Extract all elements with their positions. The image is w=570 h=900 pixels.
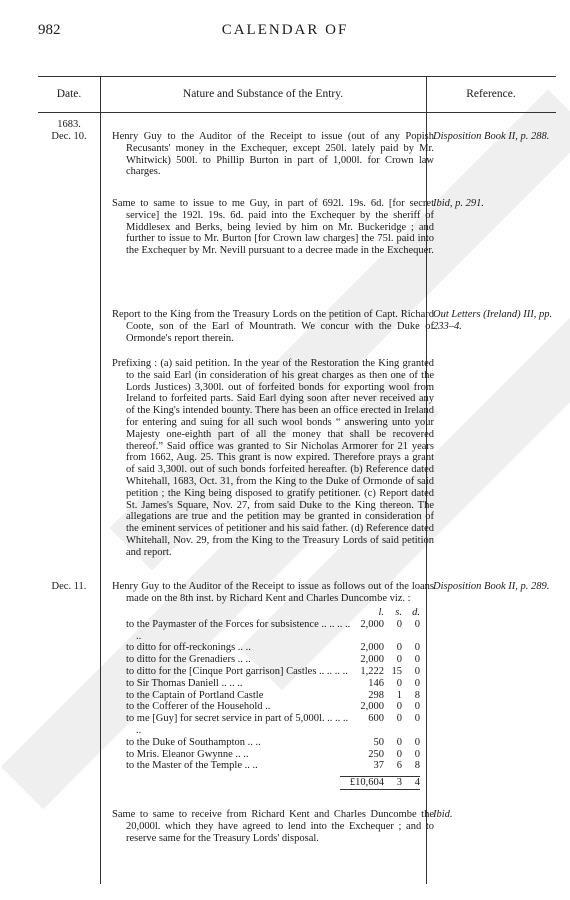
column-divider bbox=[100, 76, 101, 884]
column-header-nature: Nature and Substance of the Entry. bbox=[182, 88, 344, 100]
payment-pence: 0 bbox=[414, 713, 420, 725]
payment-pence: 0 bbox=[414, 654, 420, 666]
payment-description: to the Master of the Temple .. .. bbox=[126, 760, 258, 772]
payment-pence: 0 bbox=[414, 618, 420, 630]
column-header-reference: Reference. bbox=[466, 88, 516, 100]
payment-pence: 0 bbox=[414, 736, 420, 748]
payment-shillings: 0 bbox=[396, 748, 402, 760]
header-bottom-rule bbox=[38, 112, 556, 113]
payment-description: to the Captain of Portland Castle bbox=[126, 689, 264, 701]
reference-text: Ibid. bbox=[433, 809, 453, 820]
payment-pence: 0 bbox=[414, 642, 420, 654]
total-pounds: £10,604 bbox=[349, 777, 384, 789]
total-pence: 4 bbox=[414, 777, 420, 789]
entry-date bbox=[38, 119, 100, 143]
payment-shillings: 6 bbox=[396, 760, 402, 772]
payment-row bbox=[126, 701, 420, 713]
entry-text: Henry Guy to the Auditor of the Receipt to issue as follows out of the loans made on the 8th inst. by Richard Kent and Charles Duncombe viz. : bbox=[112, 581, 434, 604]
payment-row bbox=[126, 666, 420, 678]
shillings-header: s. bbox=[395, 607, 402, 618]
entry-date bbox=[38, 581, 100, 593]
entry-day: Dec. 10. bbox=[51, 130, 87, 142]
payment-pence: 8 bbox=[414, 689, 420, 701]
payment-description: to ditto for the Grenadiers .. .. bbox=[126, 654, 251, 666]
payment-shillings: 0 bbox=[396, 701, 402, 713]
entry-reference bbox=[433, 581, 557, 593]
payment-shillings: 0 bbox=[396, 677, 402, 689]
calendar-table bbox=[38, 76, 556, 884]
payment-pounds: 600 bbox=[368, 713, 384, 725]
payment-shillings: 15 bbox=[391, 665, 402, 677]
reference-text: Disposition Book II, p. 289. bbox=[433, 581, 550, 592]
payment-row bbox=[126, 678, 420, 690]
payment-pounds: 298 bbox=[368, 689, 384, 701]
reference-text: Out Letters (Ireland) III, pp. 233–4. bbox=[433, 309, 553, 332]
payment-list bbox=[126, 607, 420, 790]
page-number: 982 bbox=[38, 22, 61, 38]
payment-description: to ditto for off-reckonings .. .. bbox=[126, 642, 251, 654]
running-head: CALENDAR OF bbox=[221, 22, 349, 38]
payment-shillings: 1 bbox=[396, 689, 402, 701]
total-shillings: 3 bbox=[396, 777, 402, 789]
payment-rows bbox=[126, 619, 420, 772]
payment-pounds: 2,000 bbox=[360, 642, 384, 654]
payment-pounds: 250 bbox=[368, 748, 384, 760]
reference-text: Disposition Book II, p. 288. bbox=[433, 131, 550, 142]
payment-pounds: 1,222 bbox=[360, 665, 384, 677]
entry-text: Same to same to receive from Richard Kent and Charles Duncombe the 20,000l. which they have agreed to lend into the Exchequer ; and to reserve same for the Treasury Lords' disposal. bbox=[112, 809, 434, 844]
payment-shillings: 0 bbox=[396, 654, 402, 666]
entry-prefix-text: Prefixing : (a) said petition. In the year of the Restoration the King granted to the said Earl (in consideration of his great charges as then one of the Lords Justices) 3,300l. out of forfeited bonds for exporting wool from Ireland to forfeited parts. Said Earl dying soon after never received any of the King's intended bounty. There has been an office erected in Ireland for entering and suing for all such wool bonds “ answering unto your Majesty one-eighth part of all the money that shall be recovered thereof.” Said office was granted to Sir Nicholas Armorer for 21 years from 1662, Aug. 25. This grant is now expired. Therefore prays a grant of said 3,300l. out of such bonds forfeited hereafter. (b) Reference dated Whitehall, 1683, Oct. 31, from the King to the Duke of Ormonde of said petition ; the King being disposed to gratify petitioner. (c) Report dated St. James's Square, Nov. 27, from said Duke to the King thereon. The allegations are true and the petition may be granted in consideration of the eminent services of petitioner and his said father. (d) Reference dated Whitehall, Nov. 29, from the King to the Treasury Lords of said petition and report. bbox=[112, 358, 434, 558]
payment-row bbox=[126, 713, 420, 737]
entry-text: Henry Guy to the Auditor of the Receipt to issue (out of any Popish Recusants' money in the Exchequer, except 250l. lately paid by Mr. Whitwick) 500l. to Phillip Burton in part of 1,000l. for Crown law charges. bbox=[112, 131, 434, 178]
payment-description: to Mris. Eleanor Gwynne .. .. bbox=[126, 748, 249, 760]
payment-pence: 0 bbox=[414, 677, 420, 689]
entry-text: Same to same to issue to me Guy, in part of 692l. 19s. 6d. [for secret service] the 192l. 19s. 6d. paid into the Exchequer by the sheriff of Middlesex and Berks, being levied by him on Mr. Buckeridge ; and further to issue to Mr. Burton [for Crown law charges] the 75l. paid into the Exchequer by Mr. Nevill pursuant to a decree made in the Exchequer. bbox=[112, 198, 434, 257]
payment-description: to the Paymaster of the Forces for subsistence .. .. .. .. .. bbox=[126, 618, 351, 642]
payment-pounds: 2,000 bbox=[360, 618, 384, 630]
entry-reference bbox=[433, 309, 557, 333]
payment-pence: 0 bbox=[414, 701, 420, 713]
payment-row bbox=[126, 749, 420, 761]
payment-pounds: 50 bbox=[373, 736, 384, 748]
entry-reference bbox=[433, 131, 557, 143]
payment-shillings: 0 bbox=[396, 736, 402, 748]
column-header-date: Date. bbox=[56, 88, 82, 100]
total-box bbox=[340, 776, 420, 790]
table-top-rule bbox=[38, 76, 556, 77]
payment-description: to ditto for the [Cinque Port garrison] Castles .. .. .. .. bbox=[126, 665, 348, 677]
entry-reference bbox=[433, 809, 557, 821]
payment-description: to the Duke of Southampton .. .. bbox=[126, 736, 261, 748]
payment-description: to Sir Thomas Daniell .. .. .. bbox=[126, 677, 243, 689]
entry-reference bbox=[433, 198, 557, 210]
payment-pounds: 37 bbox=[373, 760, 384, 772]
payment-shillings: 0 bbox=[396, 642, 402, 654]
payment-pence: 0 bbox=[414, 665, 420, 677]
payment-shillings: 0 bbox=[396, 618, 402, 630]
pounds-header: l. bbox=[378, 607, 384, 618]
payment-pence: 0 bbox=[414, 748, 420, 760]
payment-description: to the Cofferer of the Household .. bbox=[126, 701, 271, 713]
entry-year: 1683. bbox=[57, 119, 81, 130]
currency-header bbox=[126, 607, 420, 619]
payment-pounds: 146 bbox=[368, 677, 384, 689]
payment-row bbox=[126, 654, 420, 666]
payment-description: to me [Guy] for secret service in part of 5,000l. .. .. .. .. bbox=[126, 713, 349, 736]
payment-pounds: 2,000 bbox=[360, 701, 384, 713]
payment-total-row bbox=[126, 776, 420, 790]
page-header bbox=[0, 20, 570, 50]
entry-day: Dec. 11. bbox=[51, 581, 87, 592]
currency-header-spacer bbox=[126, 607, 352, 619]
payment-row bbox=[126, 690, 420, 702]
payment-row bbox=[126, 760, 420, 772]
payment-pounds: 2,000 bbox=[360, 654, 384, 666]
payment-row bbox=[126, 642, 420, 654]
payment-row bbox=[126, 619, 420, 643]
reference-text: Ibid, p. 291. bbox=[433, 198, 485, 209]
total-spacer bbox=[126, 776, 340, 790]
entry-text: Report to the King from the Treasury Lords on the petition of Capt. Richard Coote, son of the Earl of Mountrath. We concur with the Duke of Ormonde's report therein. bbox=[112, 309, 434, 344]
payment-shillings: 0 bbox=[396, 713, 402, 725]
payment-pence: 8 bbox=[414, 760, 420, 772]
pence-header: d. bbox=[412, 607, 420, 618]
payment-row bbox=[126, 737, 420, 749]
